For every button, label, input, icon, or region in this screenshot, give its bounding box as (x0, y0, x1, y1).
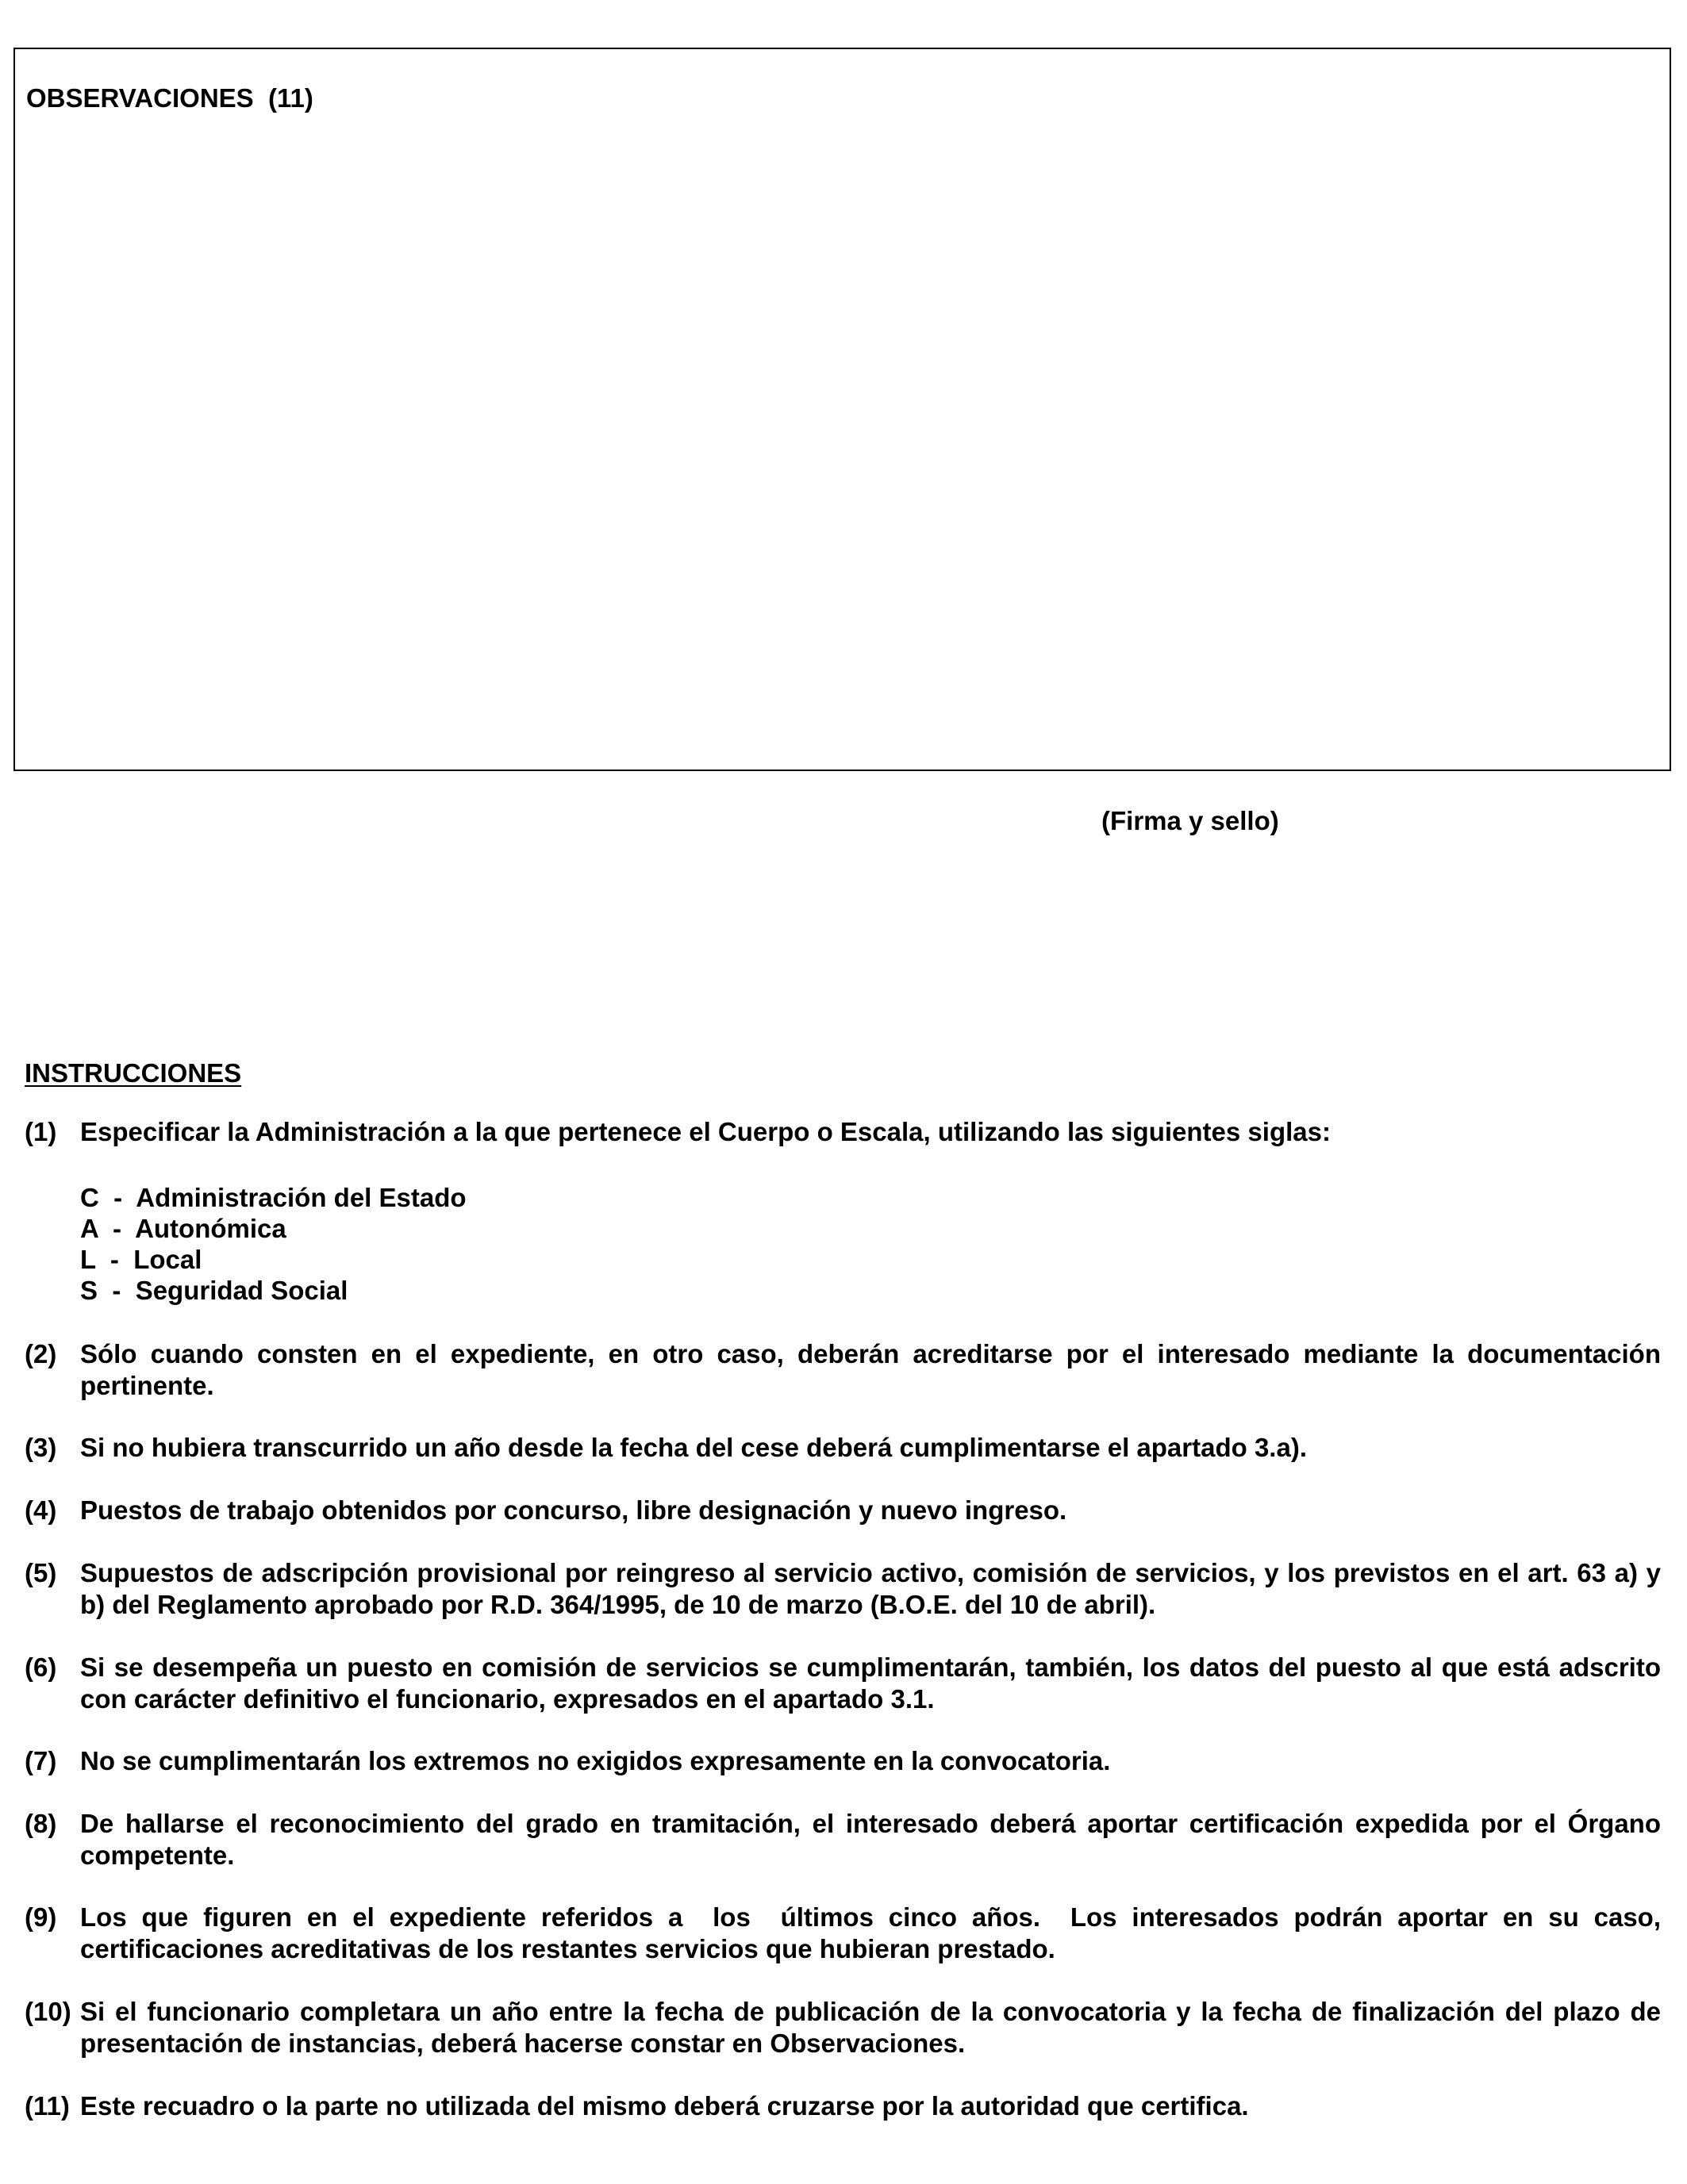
admin-code-row: L - Local (80, 1245, 202, 1274)
instruction-item-2 (25, 1338, 1661, 1402)
firma-sello-label: (Firma y sello) (1101, 806, 1279, 835)
instruction-number: (7) (25, 1746, 57, 1775)
instruction-text: Especificar la Administración a la que pertenece el Cuerpo o Escala, utilizando las siguientes siglas: (80, 1117, 1331, 1146)
admin-code-letter: A (80, 1214, 98, 1243)
instruction-text: Supuestos de adscripción provisional por reingreso al servicio activo, comisión de servicios, y los previstos en el art. 63 a) y b) del Reglamento aprobado por R.D. 364/1995, de 10 de marzo (B.O.E. del 10 de abril). (80, 1558, 1661, 1619)
instruction-item-8 (25, 1808, 1661, 1871)
admin-code-label: Administración del Estado (136, 1183, 467, 1212)
instruction-item-1 (25, 1116, 1661, 1148)
instruction-text: Este recuadro o la parte no utilizada del mismo deberá cruzarse por la autoridad que certifica. (80, 2091, 1249, 2121)
admin-code-row: S - Seguridad Social (80, 1276, 348, 1305)
instruction-number: (5) (25, 1558, 57, 1587)
instruction-number: (3) (25, 1433, 57, 1462)
admin-code-label: Local (133, 1245, 202, 1274)
instruction-number: (10) (25, 1997, 71, 2026)
instruction-number: (4) (25, 1495, 57, 1525)
admin-code-row: A - Autonómica (80, 1214, 286, 1243)
instruction-item-9 (25, 1902, 1669, 1965)
admin-code-letter: C (80, 1183, 99, 1212)
instruction-item-7 (25, 1745, 1661, 1777)
instruction-item-6 (25, 1652, 1661, 1715)
instruction-number: (8) (25, 1809, 57, 1838)
instruction-text: Sólo cuando consten en el expediente, en otro caso, deberán acreditarse por el interesado mediante la documentación pertinente. (80, 1339, 1661, 1400)
admin-code-row: C - Administración del Estado (80, 1183, 467, 1212)
instruction-item-5 (25, 1557, 1661, 1621)
instrucciones-heading: INSTRUCCIONES (25, 1058, 242, 1088)
instruction-text: Los que figuren en el expediente referidos a los últimos cinco años. Los interesados podrán aportar en su caso, certificaciones acreditativas de los restantes servicios que hubieran prestado. (80, 1902, 1669, 1963)
instruction-text: De hallarse el reconocimiento del grado en tramitación, el interesado deberá aportar certificación expedida por el Órgano competente. (80, 1809, 1661, 1870)
observaciones-title: OBSERVACIONES (11) (26, 83, 313, 113)
instruction-item-4 (25, 1495, 1661, 1526)
admin-code-label: Seguridad Social (135, 1276, 348, 1305)
admin-code-label: Autonómica (135, 1214, 286, 1243)
instruction-number: (9) (25, 1902, 57, 1932)
instruction-text: Puestos de trabajo obtenidos por concurso, libre designación y nuevo ingreso. (80, 1495, 1067, 1525)
instruction-item-3 (25, 1432, 1661, 1464)
admin-code-letter: L (80, 1245, 96, 1274)
instruction-text: Si se desempeña un puesto en comisión de servicios se cumplimentarán, también, los datos del puesto al que está adscrito con carácter definitivo el funcionario, expresados en el apartado 3.1. (80, 1652, 1661, 1714)
instruction-text: Si el funcionario completara un año entre la fecha de publicación de la convocatoria y la fecha de finalización del plazo de presentación de instancias, deberá hacerse constar en Observaciones. (80, 1997, 1661, 2058)
instruction-number: (1) (25, 1117, 57, 1146)
instruction-number: (11) (25, 2091, 70, 2121)
observaciones-box (13, 48, 1671, 771)
admin-codes-list (80, 1182, 467, 1306)
instruction-number: (6) (25, 1652, 57, 1682)
admin-code-letter: S (80, 1276, 98, 1305)
instruction-item-11 (25, 2090, 1661, 2122)
instruction-text: No se cumplimentarán los extremos no exigidos expresamente en la convocatoria. (80, 1746, 1111, 1775)
instruction-number: (2) (25, 1339, 57, 1368)
instruction-item-10 (25, 1996, 1661, 2059)
instruction-text: Si no hubiera transcurrido un año desde la fecha del cese deberá cumplimentarse el apartado 3.a). (80, 1433, 1307, 1462)
